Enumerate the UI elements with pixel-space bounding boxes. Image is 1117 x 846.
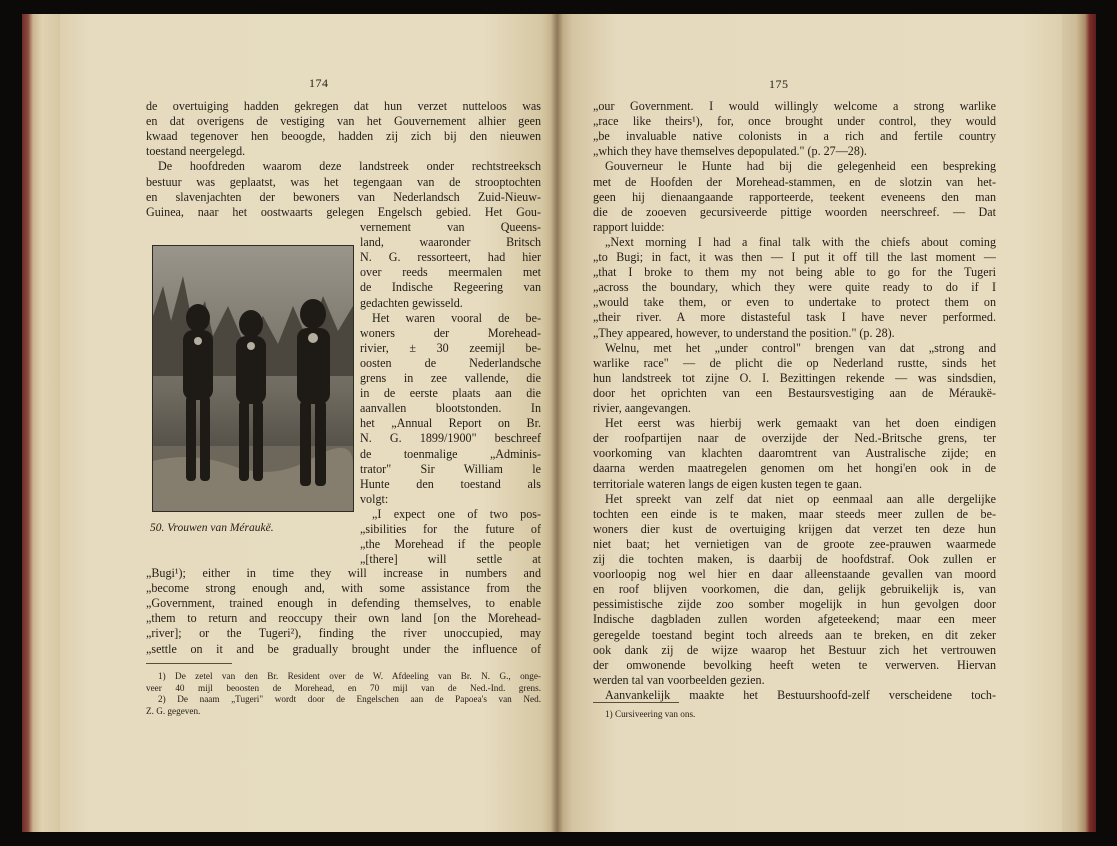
footnote-rule [146, 663, 232, 664]
text-line: over reeds meermalen met [360, 265, 541, 280]
photo-illustration [153, 246, 353, 511]
text-line: rivier, ± 30 zeemijl be- [360, 340, 541, 355]
footnote-rule [593, 702, 679, 703]
text-line: „across the boundary, which they were quite ready to do if I [593, 280, 996, 295]
text-line: in de eerste plaats aan die [360, 386, 541, 401]
text-line: „would take them, or even to undertake to protect them on [593, 295, 996, 310]
page-number: 175 [769, 77, 789, 91]
book-gutter [551, 14, 563, 832]
text-line: „Next morning I had a final talk with the chiefs about coming [605, 234, 996, 249]
text-line: Indische dagbladen zullen worden afgeteekend; maar een meer [593, 612, 996, 627]
text-line: „our Government. I would willingly welcome a strong warlike [593, 99, 996, 113]
text-line: Z. G. gegeven. [146, 705, 201, 716]
text-line: daarna werden maatregelen genomen om het hongi'en ook in de [593, 461, 996, 476]
text-line: „river]; or the Tugeri²), finding the river unoccupied, may [146, 626, 541, 641]
text-line: „to Bugi; in fact, it was then — I put it off till the last moment — [593, 250, 996, 264]
text-line: toestand neergelegd. [146, 144, 246, 159]
text-line: geen hij dienaangaande rapporteerde, teekent eveneens den man [593, 189, 996, 204]
text-line: Het eerst was hierbij werk gemaakt van het doen eindigen [605, 416, 996, 431]
text-line: grens in zee vallende, die [360, 371, 541, 385]
text-line: de Indische Regeering van [360, 280, 541, 295]
text-line: kwaad tegenover hen beoogde, hadden zij zich bij den nieuwen [146, 129, 541, 144]
figure-photo [152, 245, 354, 512]
text-line: „that I broke to them my not being able to go for the Tugeri [593, 265, 996, 280]
text-line: rapport luidde: [593, 219, 665, 234]
text-line: der omwonende bevolking heeft weten te verwerven. Hiervan [593, 657, 996, 672]
text-line: hun landstreek tot zijne O. I. Bezittingen rekende — was sindsdien, [593, 370, 996, 385]
text-line: woners dier kust de overtuiging krijgen dat verzet ten deze hun [593, 521, 996, 536]
text-line: Gouverneur le Hunte had bij die gelegenheid een bespreking [605, 159, 996, 174]
text-line: voorkoming van klachten daaromtrent van Australische zijde; en [593, 446, 996, 461]
text-line: Welnu, met het „under control" brengen van dat „strong and [605, 340, 996, 355]
text-line: „sibilities for the future of [360, 522, 541, 536]
right-page [557, 14, 1062, 832]
text-line: gedachten gewisseld. [360, 295, 463, 310]
text-line: volgt: [360, 491, 389, 506]
text-line: oosten de Nederlandsche [360, 355, 541, 370]
text-line: 1) De zetel van den Br. Resident over de W. Afdeeling van Br. N. G., onge- [158, 671, 541, 681]
text-line: „the Morehead if the people [360, 537, 541, 552]
text-line: die de zooeven gecursiveerde pittige woorden neerschreef. — Dat [593, 204, 996, 219]
text-line: territoriale wateren langs de eigen kusten tegen te gaan. [593, 476, 862, 491]
text-line: „their river. A more distasteful task I have never performed. [593, 310, 996, 325]
text-line: „which they have themselves depopulated." (p. 27—28). [593, 144, 867, 159]
text-line: warlike race" — de plicht die op Nederland rustte, sinds het [593, 355, 996, 370]
text-line: pessimistische zijde zoo somber mogelijk in hun gevolgen door [593, 597, 996, 612]
text-line: der roofpartijen naar de overzijde der Ned.-Britsche grens, ter [593, 431, 996, 446]
text-line: trator" Sir William le [360, 461, 541, 476]
text-line: „be invaluable native colonists in a rich and fertile country [593, 129, 996, 144]
right-page-stack-edge [1060, 14, 1096, 832]
text-line: „I expect one of two pos- [372, 506, 541, 521]
text-line: N. G. 1899/1900" beschreef [360, 431, 541, 446]
text-line: voorloopig nog wel hier en daar alleenstaande gevallen van moord [593, 567, 996, 582]
text-line: tochten een einde is te maken, maar steeds meer zullen de be- [593, 506, 996, 521]
text-line: 2) De naam „Tugeri" wordt door de Engelschen aan de Papoea's van Ned. [158, 694, 541, 705]
text-line: niet baat; het vernietigen van de groote zee-prauwen waarmede [593, 536, 996, 551]
text-line: de overtuiging hadden gekregen dat hun verzet nutteloos was [146, 99, 541, 113]
text-line: vernement van Queens- [360, 220, 541, 234]
text-line: De hoofdreden waarom deze landstreek onder rechtstreeksch [158, 159, 541, 174]
text-line: door het oprichten van een Bestaursvestiging aan de Méraukë- [593, 385, 996, 400]
text-line: met de Hoofden der Morehead-stammen, en de slotzin van het- [593, 174, 996, 189]
text-line: 1) Cursiveering van ons. [605, 709, 696, 719]
text-line: Het spreekt van zelf dat niet op eenmaal aan alle dergelijke [605, 491, 996, 506]
text-line: zij die tochten maken, is daarbij de hoofdstraf. Ook zullen er [593, 552, 996, 566]
text-line: Het waren vooral de be- [372, 310, 541, 325]
text-line: de toenmalige „Adminis- [360, 446, 541, 461]
text-line: „race like theirs¹), for, once brought under control, they would [593, 114, 996, 129]
text-line: bestuur was geplaatst, was het tegengaan van de strooptochten [146, 174, 541, 189]
text-line: en slavenjachten der bewoners van Nederlandsch Zuid-Nieuw- [146, 189, 541, 204]
text-line: aanvallen blootstonden. In [360, 401, 541, 416]
text-line: land, waaronder Britsch [360, 235, 541, 250]
text-line: „Government, trained enough in defending themselves, to enable [146, 596, 541, 611]
text-line: veer 40 mijl beoosten de Morehead, en 70 mijl van de Ned.-Ind. grens. [146, 682, 541, 693]
text-line: woners der Morehead- [360, 325, 541, 340]
text-line: Hunte den toestand als [360, 476, 541, 491]
text-line: geregelde toestand begint toch alreeds aan te breken, en dit zeker [593, 627, 996, 642]
text-line: „They appeared, however, to understand the position." (p. 28). [593, 325, 895, 340]
text-line: het „Annual Report on Br. [360, 416, 541, 431]
text-line: „[there] will settle at [360, 552, 541, 567]
page-number: 174 [309, 76, 329, 90]
figure-caption: 50. Vrouwen van Méraukë. [150, 522, 274, 534]
text-line: Guinea, naar het oostwaarts gelegen Engelsch gebied. Het Gou- [146, 204, 541, 219]
text-line: werden tal van voorbeelden gezien. [593, 672, 765, 687]
text-line: „Bugi¹); either in time they will increase in numbers and [146, 566, 541, 580]
text-line: en roof blijven voorkomen, die dan, gelijk gebruikelijk is, van [593, 582, 996, 597]
text-line: en dat overigens de vestiging van het Gouvernement alhier geen [146, 114, 541, 129]
text-line: „settle on it and be gradually brought under the influence of [146, 641, 541, 656]
text-line: N. G. ressorteert, had hier [360, 250, 541, 265]
text-line: „them to return and reoccupy their own land [on the Morehead- [146, 611, 541, 626]
left-page [60, 14, 557, 832]
text-line: „become strong enough and, with some assistance from the [146, 581, 541, 596]
text-line: rivier, aangevangen. [593, 401, 691, 415]
text-line: ook dank zij de wijze waarop het Bestuur zich het vertrouwen [593, 642, 996, 657]
text-line: Aanvankelijk maakte het Bestuurshoofd-zelf verscheidene toch- [605, 687, 996, 702]
